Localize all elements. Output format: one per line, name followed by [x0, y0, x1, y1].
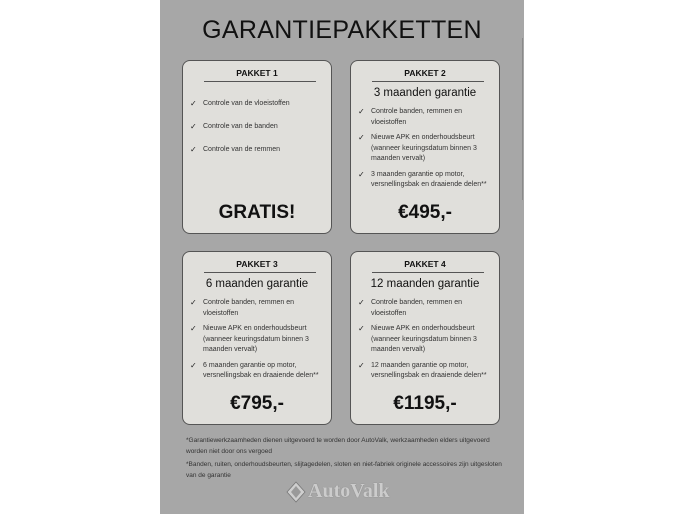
list-item: [190, 324, 325, 356]
feature-text: Controle van de banden: [203, 123, 278, 130]
checkmark-icon: ✓: [190, 298, 197, 307]
list-item: [190, 298, 325, 319]
footnote-2: *Banden, ruiten, onderhoudsbeurten, slijtagedelen, sloten en niet-fabriek originele accessoires zijn uitgesloten van de garantie: [186, 461, 502, 479]
list-item: [358, 324, 493, 356]
list-item: [190, 99, 325, 110]
checkmark-icon: ✓: [358, 107, 365, 116]
feature-text: Controle banden, remmen en vloeistoffen: [371, 299, 463, 317]
autovalk-logo: [286, 480, 390, 503]
package-price: €795,-: [230, 393, 284, 414]
list-item: [358, 107, 493, 128]
feature-text: Nieuwe APK en onderhoudsbeurt (wanneer keuringsdatum binnen 3 maanden vervalt): [203, 325, 309, 353]
package-price: €1195,-: [393, 393, 457, 414]
list-item: [190, 145, 325, 156]
checkmark-icon: ✓: [358, 298, 365, 307]
checkmark-icon: ✓: [190, 324, 197, 333]
divider: [204, 272, 316, 273]
feature-text: 6 maanden garantie op motor, versnellingsbak en draaiende delen**: [203, 361, 319, 379]
logo-text: AutoValk: [308, 480, 390, 502]
package-card-1: [182, 60, 332, 234]
feature-text: Controle banden, remmen en vloeistoffen: [203, 299, 295, 317]
checkmark-icon: ✓: [358, 169, 365, 179]
feature-text: 12 maanden garantie op motor, versnellingsbak en draaiende delen**: [371, 361, 487, 379]
package-name: PAKKET 1: [236, 68, 278, 78]
divider: [372, 272, 484, 273]
package-card-2: [350, 60, 500, 234]
package-name: PAKKET 4: [404, 259, 446, 269]
feature-list: [190, 298, 325, 387]
package-name: PAKKET 2: [404, 68, 446, 78]
page-title: GARANTIEPAKKETTEN: [202, 16, 482, 44]
list-item: [358, 133, 493, 165]
divider: [522, 38, 523, 200]
divider: [372, 81, 484, 82]
checkmark-icon: ✓: [190, 122, 197, 131]
feature-text: Controle banden, remmen en vloeistoffen: [371, 108, 463, 126]
list-item: [190, 361, 325, 382]
feature-text: Controle van de vloeistoffen: [203, 100, 290, 107]
list-item: [358, 298, 493, 319]
footnote-1: *Garantiewerkzaamheden dienen uitgevoerd te worden door AutoValk, werkzaamheden elders uitgevoerd worden niet door ons vergoed: [186, 437, 490, 455]
checkmark-icon: ✓: [358, 133, 365, 142]
checkmark-icon: ✓: [190, 145, 197, 154]
list-item: [190, 122, 325, 133]
flyer: [160, 0, 524, 514]
package-subtitle: 6 maanden garantie: [205, 278, 309, 290]
package-name: PAKKET 3: [236, 259, 278, 269]
diamond-logo-icon: [286, 481, 306, 503]
package-card-4: [350, 251, 500, 425]
divider: [204, 81, 316, 82]
package-price: €495,-: [398, 202, 452, 223]
feature-list: [358, 298, 493, 387]
package-subtitle: 3 maanden garantie: [373, 87, 477, 99]
list-item: [358, 361, 493, 382]
checkmark-icon: ✓: [190, 360, 197, 370]
feature-text: Controle van de remmen: [203, 146, 281, 153]
package-price: GRATIS!: [218, 202, 296, 223]
feature-text: Nieuwe APK en onderhoudsbeurt (wanneer keuringsdatum binnen 3 maanden vervalt): [371, 325, 477, 353]
checkmark-icon: ✓: [358, 360, 365, 370]
feature-list: [358, 107, 493, 196]
feature-text: Nieuwe APK en onderhoudsbeurt (wanneer keuringsdatum binnen 3 maanden vervalt): [371, 134, 477, 162]
checkmark-icon: ✓: [358, 324, 365, 333]
checkmark-icon: ✓: [190, 99, 197, 108]
package-subtitle: 12 maanden garantie: [370, 278, 480, 290]
feature-list: [190, 99, 325, 168]
feature-text: 3 maanden garantie op motor, versnellingsbak en draaiende delen**: [371, 170, 487, 188]
package-card-3: [182, 251, 332, 425]
list-item: [358, 170, 493, 191]
